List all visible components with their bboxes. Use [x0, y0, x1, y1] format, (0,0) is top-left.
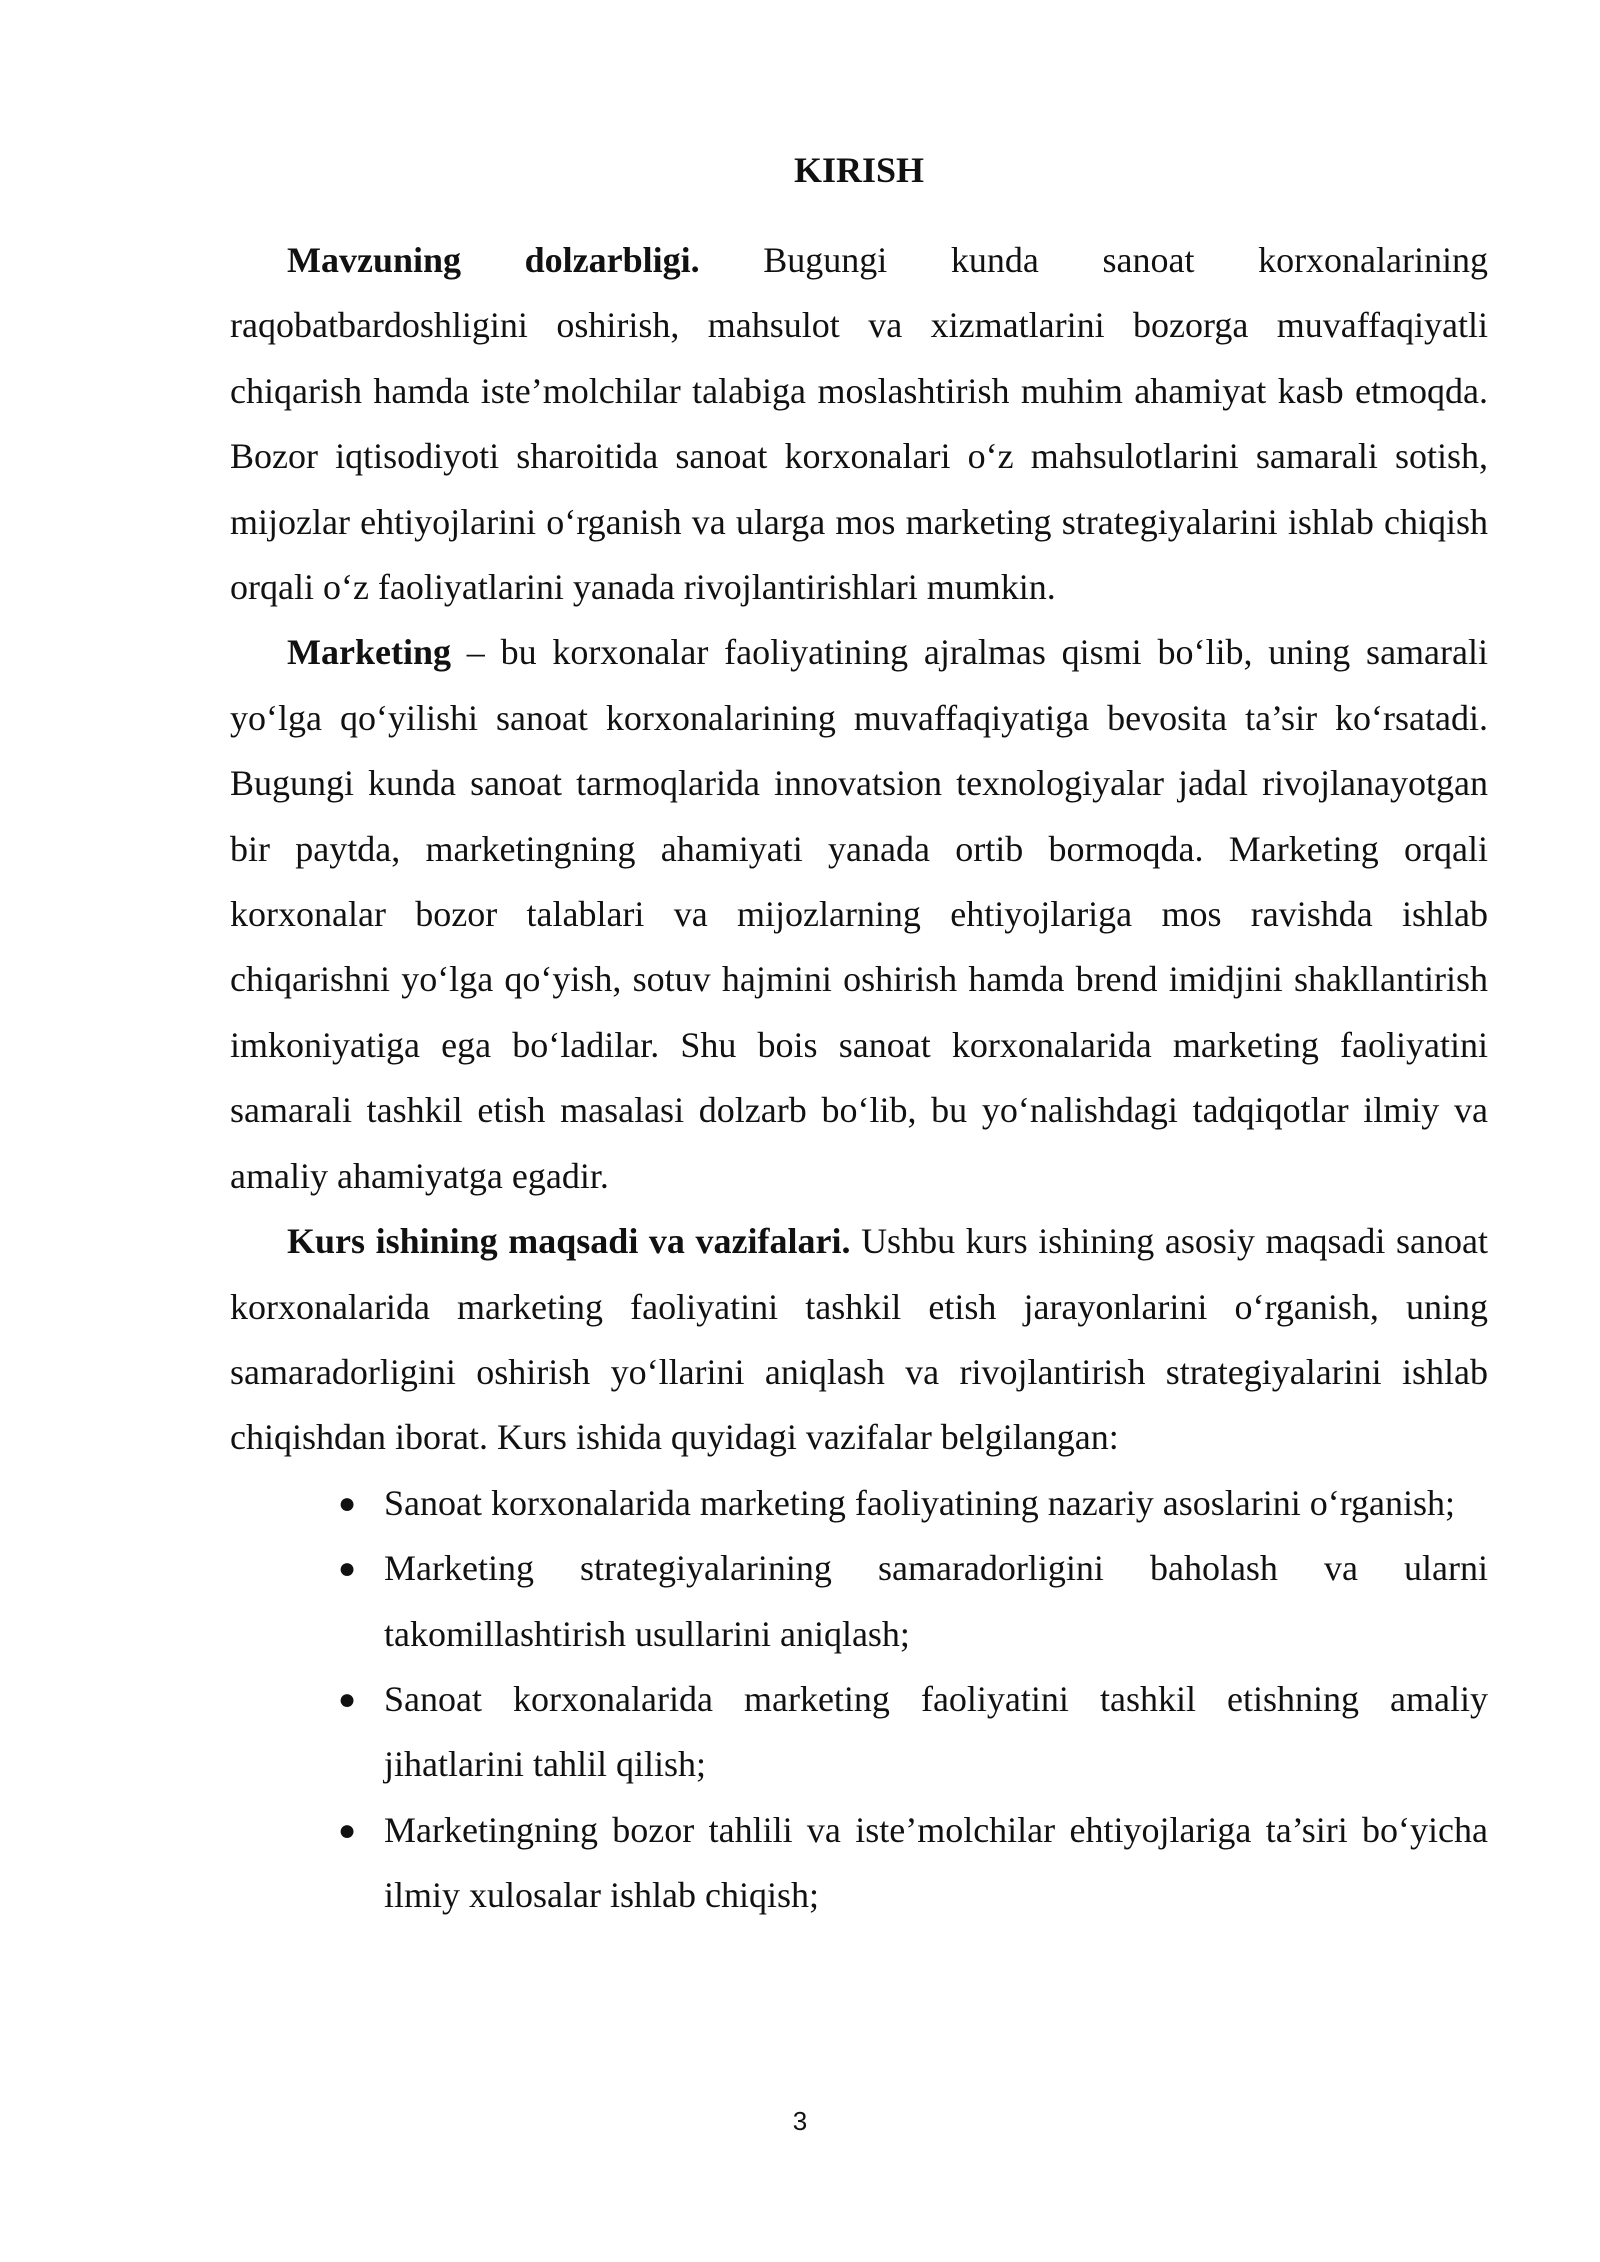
list-item-text: Marketing strategiyalarining samaradorligini baholash va ularni takomillashtirish usullarini aniqlash; [384, 1548, 1488, 1654]
paragraph-relevance [230, 228, 1488, 620]
task-list [230, 1471, 1488, 1929]
paragraph-text: – bu korxonalar faoliyatining ajralmas qismi bo‘lib, uning samarali yo‘lga qo‘yilishi sanoat korxonalarining muvaffaqiyatiga bevosita ta’sir ko‘rsatadi. Bugungi kunda sanoat tarmoqlarida innovatsion texnologiyalar jadal rivojlanayotgan bir paytda, marketingning ahamiyati yanada ortib bormoqda. Marketing orqali korxonalar bozor talablari va mijozlarning ehtiyojlariga mos ravishda ishlab chiqarishni yo‘lga qo‘yish, sotuv hajmini oshirish hamda brend imidjini shakllantirish imkoniyatiga ega bo‘ladilar. Shu bois sanoat korxonalarida marketing faoliyatini samarali tashkil etish masalasi dolzarb bo‘lib, bu yo‘nalishdagi tadqiqotlar ilmiy va amaliy ahamiyatga egadir. [230, 632, 1488, 1196]
list-item [338, 1471, 1488, 1536]
paragraph-lead: Kurs ishining maqsadi va vazifalari. [287, 1221, 851, 1262]
paragraph-lead: Mavzuning dolzarbligi. [287, 240, 700, 280]
page-title: KIRISH [793, 150, 925, 190]
list-item [338, 1536, 1488, 1667]
bullet-icon: ● [338, 1486, 357, 1520]
list-item [338, 1667, 1488, 1798]
list-item-text: Marketingning bozor tahlili va iste’molchilar ehtiyojlariga ta’siri bo‘yicha ilmiy xulosalar ishlab chiqish; [384, 1809, 1488, 1916]
paragraph-lead: Marketing [287, 632, 451, 673]
paragraph-text: Bugungi kunda sanoat korxonalarining raqobatbardoshligini oshirish, mahsulot va xizmatlarini bozorga muvaffaqiyatli chiqarish hamda iste’molchilar talabiga moslashtirish muhim ahamiyat kasb etmoqda. Bozor iqtisodiyoti sharoitida sanoat korxonalari o‘z mahsulotlarini samarali sotish, mijozlar ehtiyojlarini o‘rganish va ularga mos marketing strategiyalarini ishlab chiqish orqali o‘z faoliyatlarini yanada rivojlantirishlari mumkin. [230, 240, 1489, 608]
bullet-icon: ● [338, 1552, 357, 1586]
bullet-icon: ● [338, 1813, 357, 1847]
document-body [230, 228, 1488, 1929]
bullet-icon: ● [338, 1682, 357, 1716]
list-item-text: Sanoat korxonalarida marketing faoliyatini tashkil etishning amaliy jihatlarini tahlil qilish; [384, 1678, 1488, 1785]
list-item-text: Sanoat korxonalarida marketing faoliyatining nazariy asoslarini o‘rganish; [384, 1482, 1456, 1523]
paragraph-marketing [230, 620, 1488, 1209]
list-item [338, 1798, 1488, 1929]
page-number: 3 [792, 2106, 808, 2136]
paragraph-goals [230, 1209, 1488, 1471]
paragraph-text: Ushbu kurs ishining asosiy maqsadi sanoat korxonalarida marketing faoliyatini tashkil etish jarayonlarini o‘rganish, uning samaradorligini oshirish yo‘llarini aniqlash va rivojlantirish strategiyalarini ishlab chiqishdan iborat. Kurs ishida quyidagi vazifalar belgilangan: [230, 1221, 1488, 1458]
